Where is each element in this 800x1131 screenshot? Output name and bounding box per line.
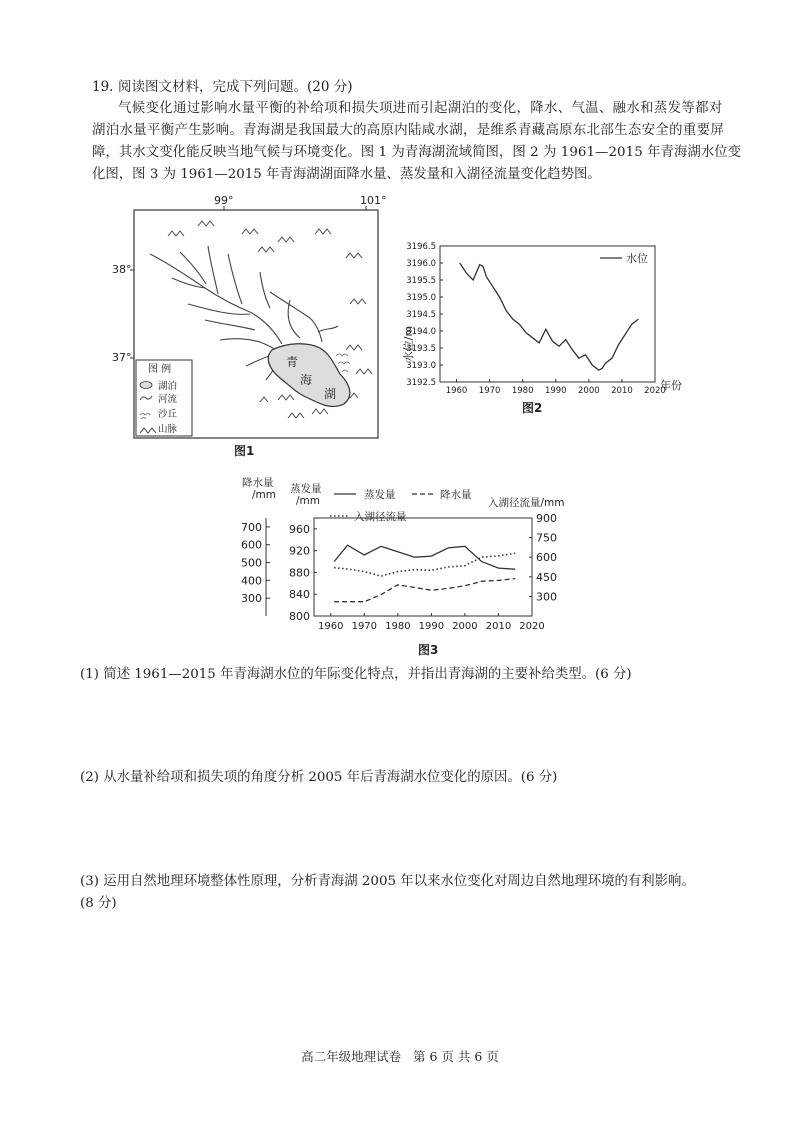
subquestion-3-points: (8 分) [80,896,117,911]
material-line-2: 湖泊水量平衡产生影响。青海湖是我国最大的高原内陆咸水湖，是维系青藏高原东北部生态安全的重要屏 [92,123,725,138]
lake-char-hai: 海 [300,373,313,387]
fig3-precip-tick-label: 300 [241,592,262,606]
lat-label-37: 37° [112,351,132,364]
fig3-runoff-label: 入湖径流量/mm [488,497,565,509]
fig3-evap-tick-label: 960 [289,522,310,536]
sand-dune-symbols [336,354,350,372]
fig3-x-tick-label: 1980 [385,621,411,632]
fig3-runoff-tick-label: 750 [536,531,557,545]
fig3-legend-precip-label: 降水量 [440,489,472,501]
material-line-1: 气候变化通过影响水量平衡的补给项和损失项进而引起湖泊的变化，降水、气温、融水和蒸发等都对 [118,101,723,116]
fig3-runoff-tick-label: 600 [536,551,557,565]
fig2-y-tick-label: 3192.5 [406,378,436,388]
fig2-series-water-level [460,263,639,370]
fig2-legend-label: 水位 [626,252,648,265]
fig3-series-evaporation [334,545,515,569]
material-line-4: 化图，图 3 为 1961—2015 年青海湖湖面降水量、蒸发量和入湖径流量变化趋势图。 [92,167,601,182]
fig2-y-tick-label: 3193.5 [406,344,436,354]
fig3-caption: 图3 [418,643,439,657]
fig3-evap-tick-label: 920 [289,544,310,558]
legend-title: 图 例 [148,364,172,375]
fig3-evap-tick-label: 800 [289,610,310,623]
legend-lake-icon [140,382,152,389]
fig2-y-tick-label: 3195.5 [406,276,436,286]
figure1-map [110,192,387,462]
fig3-runoff-tick-label: 450 [536,570,557,584]
fig3-x-tick-label: 2010 [485,621,512,632]
fig2-xlabel: 年份 [660,379,682,392]
fig2-x-tick-label: 1990 [544,386,567,396]
fig3-precip-label-1: 降水量 [242,477,274,489]
fig3-precip-tick-label: 600 [241,538,262,552]
lat-label-38: 38° [112,263,132,276]
fig2-caption: 图2 [522,401,543,415]
fig3-legend-evap-label: 蒸发量 [364,489,396,501]
fig2-x-tick-label: 2000 [578,386,600,396]
material-line-3: 障，其水文变化能反映当地气候与环境变化。图 1 为青海湖流域简图，图 2 为 1961—2015 年青海湖水位变 [92,145,742,160]
legend-mountain-label: 山脉 [158,424,178,435]
fig3-x-tick-label: 1970 [351,621,378,632]
fig3-x-tick-label: 2020 [519,621,545,632]
fig3-evap-tick-label: 880 [289,566,310,580]
fig3-runoff-tick-label: 900 [536,512,557,525]
figure2-water-level-chart [390,232,690,462]
subquestion-1: (1) 简述 1961—2015 年青海湖水位的年际变化特点，并指出青海湖的主要补给类型。(6 分) [80,667,632,682]
fig2-x-tick-label: 2010 [611,386,633,396]
lake-char-qing: 青 [286,355,299,369]
lon-label-99: 99° [214,194,234,207]
fig2-y-tick-label: 3196.0 [406,259,436,269]
fig3-precip-label-2: /mm [252,489,276,501]
map-legend [136,360,192,436]
lake-char-hu: 湖 [324,387,337,401]
fig2-ylabel: 水位/m [402,325,415,363]
question-heading: 阅读图文材料，完成下列问题。(20 分) [118,79,353,95]
fig2-y-tick-label: 3193.0 [406,361,436,371]
fig3-precip-tick-label: 400 [241,574,262,588]
legend-lake-label: 湖泊 [158,381,178,392]
figure3-balance-chart [232,474,572,656]
fig3-x-tick-label: 1990 [418,621,445,632]
fig2-x-tick-label: 2020 [644,386,666,396]
subquestion-2: (2) 从水量补给项和损失项的角度分析 2005 年后青海湖水位变化的原因。(6 分) [80,770,558,785]
fig3-x-tick-label: 1960 [318,621,344,632]
question-number: 19. [92,79,114,95]
fig3-evap-tick-label: 840 [289,588,310,602]
page-footer: 高二年级地理试卷 第 6 页 共 6 页 [301,1049,499,1064]
fig2-y-tick-label: 3194.0 [406,327,436,337]
fig3-precip-tick-label: 500 [241,556,262,570]
fig2-x-tick-label: 1970 [478,386,501,396]
fig3-runoff-tick-label: 300 [536,590,557,604]
fig2-y-tick-label: 3194.5 [406,310,436,320]
fig2-plot-frame [440,246,655,382]
fig2-y-tick-label: 3195.0 [406,293,436,303]
fig3-series-precipitation [334,579,515,602]
subquestion-3: (3) 运用自然地理环境整体性原理，分析青海湖 2005 年以来水位变化对周边自然地理环境的有利影响。 [80,874,695,889]
legend-dune-label: 沙丘 [158,409,178,420]
fig2-y-tick-label: 3196.5 [406,242,436,252]
fig3-evap-label-2: /mm [296,495,320,507]
fig2-x-tick-label: 1960 [445,386,468,396]
fig3-legend-runoff-label: 入湖径流量 [354,511,407,523]
fig3-evap-label-1: 蒸发量 [290,483,322,495]
legend-river-label: 河流 [158,394,178,405]
fig3-x-tick-label: 2000 [452,621,478,632]
figure1-caption: 图1 [234,444,255,458]
lon-label-101: 101° [360,194,387,207]
fig2-x-tick-label: 1980 [511,386,534,396]
fig3-precip-tick-label: 700 [241,520,262,534]
